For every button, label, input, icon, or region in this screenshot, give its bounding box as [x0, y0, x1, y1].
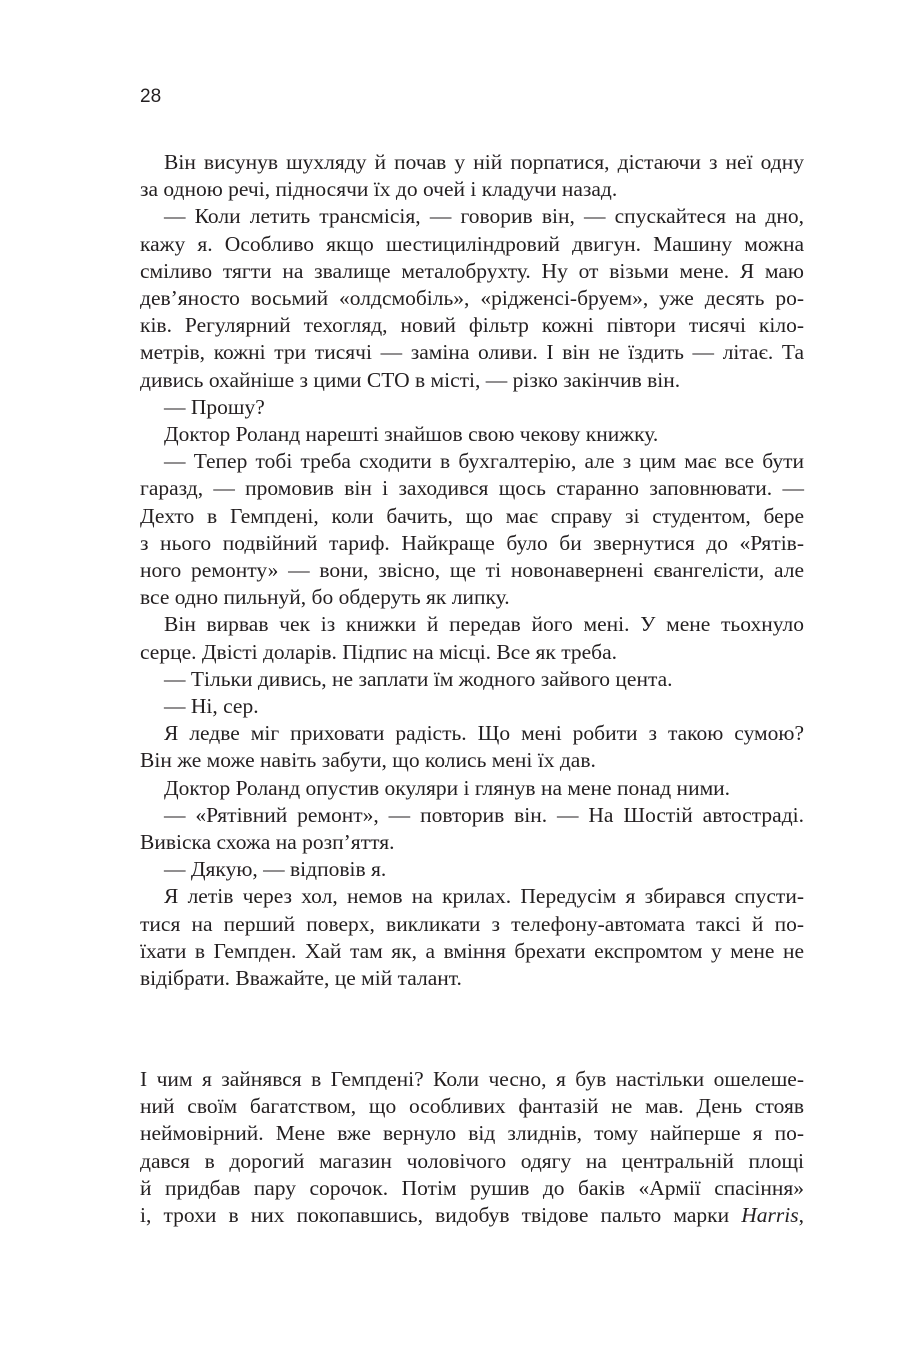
paragraph: [140, 611, 804, 665]
text-line: тися на перший поверх, викликати з телефону-автомата таксі й по-: [140, 911, 804, 936]
paragraph: [140, 421, 804, 448]
paragraph: [140, 693, 804, 720]
text-line: — Коли летить трансмісія, — говорив він, — спускайтеся на дно,: [164, 204, 804, 229]
paragraph: [140, 149, 804, 203]
paragraph: [140, 775, 804, 802]
text-line: — Тільки дивись, не заплати їм жодного зайвого цента.: [164, 666, 673, 691]
text-line: Доктор Роланд опустив окуляри і глянув на мене понад ними.: [164, 775, 731, 800]
text-line: серце. Двісті доларів. Підпис на місці. Все як треба.: [140, 639, 617, 664]
text-line: все одно пильнуй, бо обдеруть як липку.: [140, 585, 510, 610]
text-line: дався в дорогий магазин чоловічого одягу на центральній площі: [140, 1148, 804, 1173]
text-line: ків. Регулярний техогляд, новий фільтр кожні півтори тисячі кіло-: [140, 313, 804, 338]
text-line: гаразд, — промовив він і заходився щось старанно заповнювати. —: [140, 476, 804, 501]
text-line: ного ремонту» — вони, звісно, ще ті новонавернені євангелісти, але: [140, 558, 804, 583]
page-number: 28: [140, 86, 162, 107]
text-section-1: [140, 149, 804, 992]
paragraph: [140, 720, 804, 774]
text-line: — Тепер тобі треба сходити в бухгалтерію, але з цим має все бути: [164, 449, 804, 474]
text-line: і, трохи в них покопавшись, видобув твідове пальто марки Harris,: [140, 1203, 804, 1228]
text-line: — «Рятівний ремонт», — повторив він. — На Шостій автостраді.: [164, 802, 804, 827]
paragraph: [140, 883, 804, 992]
paragraph: [140, 802, 804, 856]
text-line: дев’яносто восьмий «олдсмобіль», «рідженсі-бруем», уже десять ро-: [140, 286, 804, 311]
text-line: Доктор Роланд нарешті знайшов свою чекову книжку.: [164, 422, 659, 447]
paragraph: [140, 203, 804, 393]
paragraph: [140, 666, 804, 693]
text-line: Дехто в Гемпдені, коли бачить, що має справу зі студентом, бере: [140, 503, 804, 528]
text-line: І чим я зайнявся в Гемпдені? Коли чесно, я був настільки ошелеше-: [140, 1067, 804, 1091]
text-line: сміливо тягти на звалище металобрухту. Ну от візьми мене. Я маю: [140, 258, 804, 283]
paragraph: [140, 1066, 804, 1229]
italic-brand-name: Harris: [741, 1203, 799, 1228]
text-line: Вивіска схожа на розп’яття.: [140, 830, 395, 855]
text-line: — Прошу?: [164, 394, 265, 419]
text-line: Я ледве міг приховати радість. Що мені робити з такою сумою?: [164, 721, 804, 746]
text-section-2: [140, 1066, 804, 1229]
text-line: відібрати. Вважайте, це мій талант.: [140, 966, 462, 991]
text-line: метрів, кожні три тисячі — заміна оливи. І він не їздить — літає. Та: [140, 340, 804, 365]
text-line: Він висунув шухляду й почав у ній порпатися, дістаючи з неї одну: [164, 150, 804, 174]
text-line: ний своїм багатством, що особливих фантазій не мав. День стояв: [140, 1094, 804, 1119]
text-line: з нього подвійний тариф. Найкраще було би звернутися до «Рятів-: [140, 530, 804, 555]
text-line: їхати в Гемпден. Хай там як, а вміння брехати експромтом у мене не: [140, 938, 804, 963]
text-line: Він же може навіть забути, що колись мені їх дав.: [140, 748, 596, 773]
paragraph: [140, 394, 804, 421]
text-line: неймовірний. Мене вже вернуло від злиднів, тому найперше я по-: [140, 1121, 804, 1146]
text-line: — Ні, сер.: [164, 694, 259, 719]
paragraph: [140, 448, 804, 611]
text-line: за одною речі, підносячи їх до очей і кладучи назад.: [140, 177, 618, 202]
text-line: дивись охайніше з цими СТО в місті, — різко закінчив він.: [140, 367, 681, 392]
text-line: Він вирвав чек із книжки й передав його мені. У мене тьохнуло: [164, 612, 804, 637]
text-line: Я летів через хол, немов на крилах. Передусім я збирався спусти-: [164, 884, 804, 909]
text-line: кажу я. Особливо якщо шестициліндровий двигун. Машину можна: [140, 231, 804, 256]
text-line: — Дякую, — відповів я.: [164, 857, 387, 882]
paragraph: [140, 856, 804, 883]
text-line: й придбав пару сорочок. Потім рушив до баків «Армії спасіння»: [140, 1175, 804, 1200]
